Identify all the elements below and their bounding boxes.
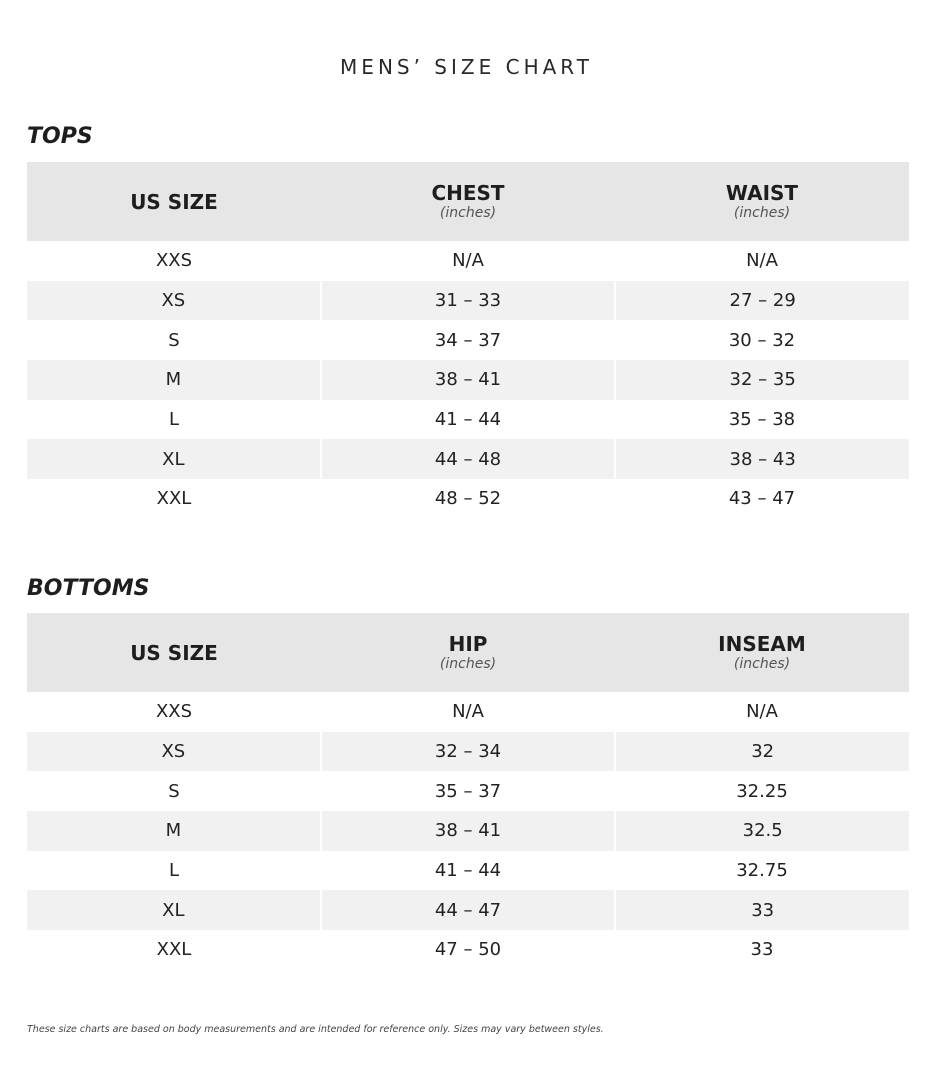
tops-heading: TOPS [27,124,93,149]
measurement-cell: 34 – 37 [434,329,502,351]
measurement-cell: 41 – 44 [434,409,502,431]
bottoms-heading: BOTTOMS [27,576,150,601]
column-label: CHEST [431,180,505,205]
measurement-cell: 44 – 48 [320,439,617,479]
column-label: US SIZE [130,189,218,214]
tops-table [27,162,909,519]
measurement-cell: 32 [616,732,909,772]
column-unit: (inches) [439,655,497,672]
size-cell: M [27,360,320,400]
measurement-cell: 35 – 37 [434,780,502,802]
bottoms-header-us-size [27,613,321,692]
column-label: INSEAM [718,631,806,656]
table-row [27,479,909,519]
footnote: These size charts are based on body measurements and are intended for reference only. Sizes may vary between styles. [27,1024,604,1035]
measurement-cell: 33 [750,939,774,961]
table-row [27,811,909,851]
table-row [27,771,909,811]
bottoms-header-hip [321,613,615,692]
size-cell: S [168,329,180,351]
measurement-cell: N/A [452,701,484,723]
bottoms-table-header [27,613,909,692]
tops-table-header [27,162,909,241]
measurement-cell: 32.75 [736,860,788,882]
column-label: US SIZE [130,640,218,665]
table-row [27,439,909,479]
column-unit: (inches) [733,655,791,672]
measurement-cell: 31 – 33 [320,281,617,321]
column-label: HIP [448,631,488,656]
bottoms-table-body [27,692,909,970]
measurement-cell: 38 – 43 [616,439,909,479]
column-label: WAIST [725,180,799,205]
size-cell: L [168,860,180,882]
table-row [27,320,909,360]
tops-header-waist [615,162,909,241]
table-row [27,400,909,440]
size-cell: XXL [156,939,192,961]
size-cell: XXS [155,701,193,723]
bottoms-header-inseam [615,613,909,692]
measurement-cell: 33 [616,890,909,930]
column-unit: (inches) [439,204,497,221]
measurement-cell: 32 – 34 [320,732,617,772]
tops-header-us-size [27,162,321,241]
table-row [27,241,909,281]
bottoms-table [27,613,909,970]
size-cell: XS [27,281,320,321]
measurement-cell: 30 – 32 [728,329,796,351]
size-cell: XS [27,732,320,772]
size-cell: XXS [155,250,193,272]
measurement-cell: 38 – 41 [320,811,617,851]
measurement-cell: N/A [452,250,484,272]
measurement-cell: 32.5 [616,811,909,851]
measurement-cell: 48 – 52 [434,488,502,510]
size-cell: M [27,811,320,851]
size-cell: XL [27,439,320,479]
measurement-cell: N/A [746,250,778,272]
table-row [27,732,909,772]
tops-table-body [27,241,909,519]
size-cell: L [168,409,180,431]
measurement-cell: N/A [746,701,778,723]
table-row [27,281,909,321]
measurement-cell: 32.25 [736,780,788,802]
measurement-cell: 47 – 50 [434,939,502,961]
table-row [27,930,909,970]
measurement-cell: 43 – 47 [728,488,796,510]
size-cell: XXL [156,488,192,510]
measurement-cell: 44 – 47 [320,890,617,930]
page-title: MENS’ SIZE CHART [340,55,593,79]
table-row [27,692,909,732]
size-cell: S [168,780,180,802]
measurement-cell: 38 – 41 [320,360,617,400]
tops-header-chest [321,162,615,241]
measurement-cell: 32 – 35 [616,360,909,400]
measurement-cell: 35 – 38 [728,409,796,431]
table-row [27,890,909,930]
measurement-cell: 27 – 29 [616,281,909,321]
table-row [27,851,909,891]
table-row [27,360,909,400]
column-unit: (inches) [733,204,791,221]
size-cell: XL [27,890,320,930]
measurement-cell: 41 – 44 [434,860,502,882]
